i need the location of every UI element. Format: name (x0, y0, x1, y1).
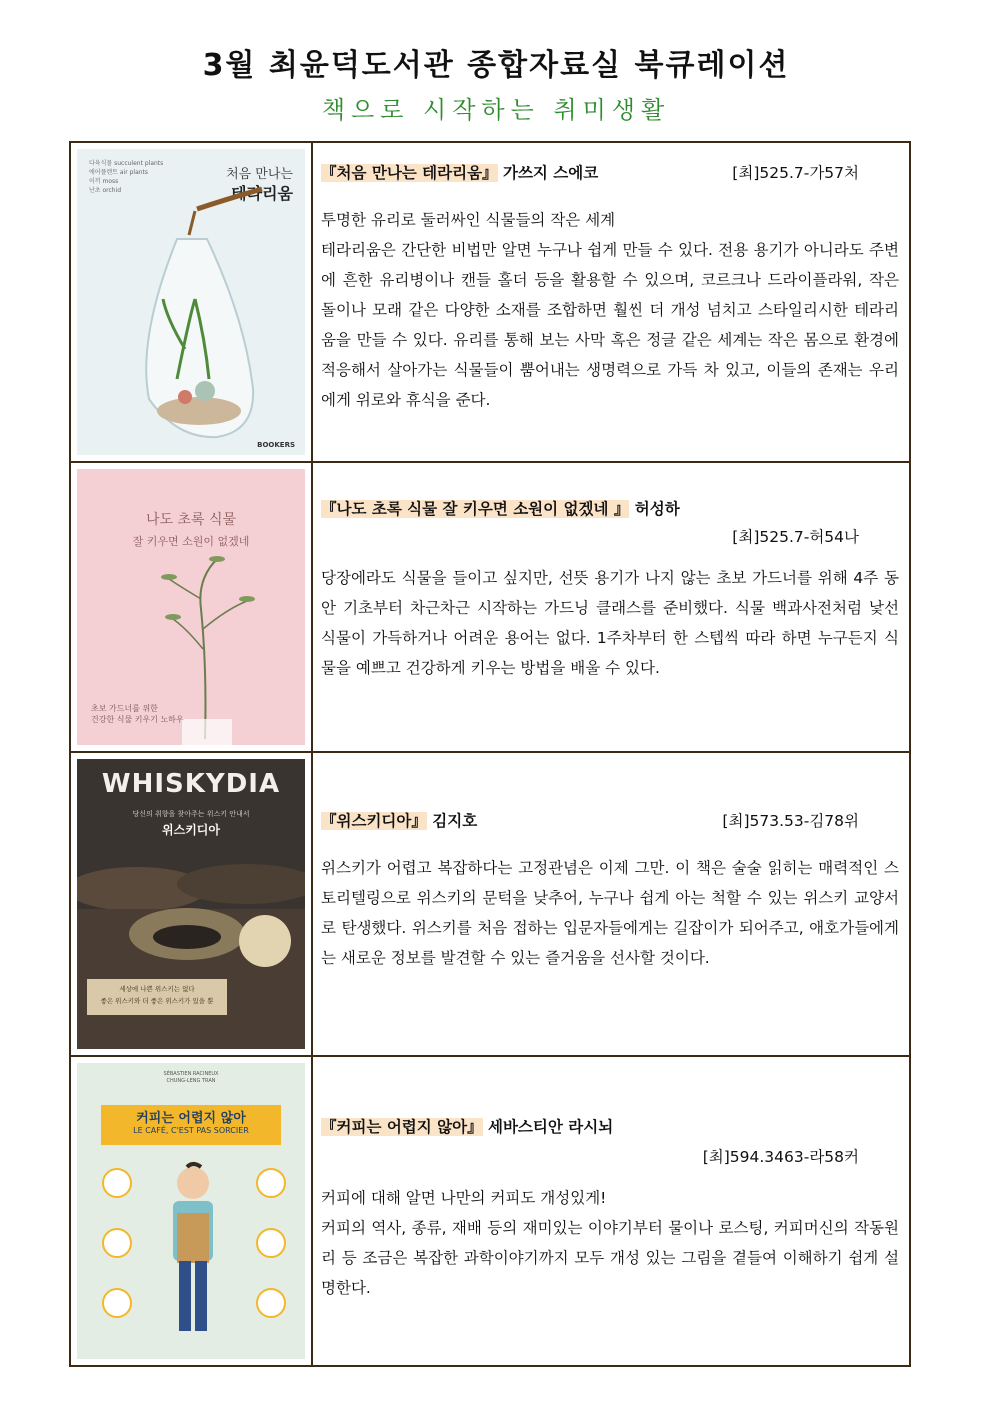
barista-illustration (77, 1063, 305, 1359)
book-heading (321, 161, 899, 183)
book-description: 위스키가 어렵고 복잡하다는 고정관념은 이제 그만. 이 책은 술술 읽히는 매력적인 스토리텔링으로 위스키의 문턱을 낮추어, 누구나 쉽게 아는 척할 수 있는 위스키 교양서로 탄생했다. 위스키를 처음 접하는 입문자들에게는 길잡이가 되어주고, 애호가들에게는 새로운 정보를 발견할 수 있는 즐거움을 선사할 것이다. (321, 859, 899, 967)
call-number: [최]573.53-김78위 (722, 812, 859, 830)
book-heading (321, 809, 899, 831)
book-cover-terrarium (77, 149, 305, 455)
cover-title-line2: 테라리움 (231, 184, 293, 203)
cover-meta: 다육식물 succulent plants 에어플랜트 air plants 이끼 moss 난초 orchid (89, 160, 164, 194)
book-heading (321, 497, 899, 519)
cover-authors: SÉBASTIEN RACINEUX CHUNG-LENG TRAN (163, 1071, 219, 1084)
call-number: [최]525.7-허54나 (732, 528, 859, 546)
book-title: 『커피는 어렵지 않아』 (321, 1118, 483, 1136)
book-row (70, 1056, 910, 1366)
page-subtitle: 책으로 시작하는 취미생활 (321, 96, 671, 124)
book-title: 『위스키디아』 (321, 812, 427, 830)
cover-title-line1: 나도 초록 식물 (145, 512, 237, 528)
book-cover-whiskydia (77, 759, 305, 1049)
book-title: 『처음 만나는 테라리움』 (321, 164, 498, 182)
book-description: 당장에라도 식물을 들이고 싶지만, 선뜻 용기가 나지 않는 초보 가드너를 위해 4주 동안 기초부터 차근차근 시작하는 가드닝 클래스를 준비했다. 식물 백과사전처럼 낯선 식물이 가득하거나 어려운 용어는 없다. 1주차부터 한 스텝씩 따라 하면 누구든지 식물을 예쁘고 건강하게 키우는 방법을 배울 수 있다. (321, 569, 899, 677)
call-number: [최]525.7-가57처 (732, 164, 859, 182)
book-author: 가쓰지 스에코 (502, 164, 599, 182)
book-heading (321, 1115, 899, 1137)
cover-badge (239, 915, 291, 967)
book-row (70, 752, 910, 1056)
cover-band: 세상에 나쁜 위스키는 없다 좋은 위스키와 더 좋은 위스키가 있을 뿐 (87, 979, 227, 1015)
cover-brand: WHISKYDIA (101, 769, 281, 799)
cover-banner: 커피는 어렵지 않아 LE CAFÉ, C'EST PAS SORCIER (101, 1105, 281, 1145)
cover-title: 위스키디아 (162, 823, 220, 837)
book-cover-coffee (77, 1063, 305, 1359)
book-description: 투명한 유리로 둘러싸인 식물들의 작은 세계 테라리움은 간단한 비법만 알면 누구나 쉽게 만들 수 있다. 전용 용기가 아니라도 주변에 흔한 유리병이나 캔들 홀더 등을 활용할 수 있으며, 코르크나 드라이플라워, 작은 돌이나 모래 같은 다양한 소재를 조합하면 훨씬 더 개성 넘치고 스타일리시한 테라리움을 만들 수 있다. 유리를 통해 보는 사막 혹은 정글 같은 세계는 작은 몸으로 환경에 적응해서 살아가는 식물들이 뿜어내는 생명력으로 가득 차 있고, 이들의 존재는 우리에게 위로와 휴식을 준다. (321, 211, 899, 409)
book-description: 커피에 대해 알면 나만의 커피도 개성있게! 커피의 역사, 종류, 재배 등의 재미있는 이야기부터 물이나 로스팅, 커피머신의 작동원리 등 조금은 복잡한 과학이야기까지 모두 개성 있는 그림을 곁들여 이해하기 쉽게 설명한다. (321, 1189, 899, 1297)
book-author: 허성하 (634, 500, 680, 518)
cover-publisher: BOOKERS (257, 441, 295, 449)
page-title: 3월 최윤덕도서관 종합자료실 북큐레이션 (202, 48, 790, 83)
book-row (70, 462, 910, 752)
book-row (70, 142, 910, 462)
book-author: 김지호 (432, 812, 478, 830)
cover-title-line2: 잘 키우면 소원이 없겠네 (132, 535, 250, 548)
book-author: 세바스티안 라시뇌 (487, 1118, 614, 1136)
cover-title-line1: 처음 만나는 (226, 167, 293, 182)
book-table (69, 141, 911, 1367)
book-cover-green-plants (77, 469, 305, 745)
call-number: [최]594.3463-라58커 (702, 1148, 859, 1166)
book-title: 『나도 초록 식물 잘 키우면 소원이 없겠네 』 (321, 500, 630, 518)
terrarium-illustration (77, 149, 305, 455)
cover-subtitle: 당신의 취향을 찾아주는 위스키 안내서 (132, 810, 250, 818)
cover-small-text: 초보 가드너를 위한 건강한 식물 키우기 노하우 (91, 704, 184, 724)
